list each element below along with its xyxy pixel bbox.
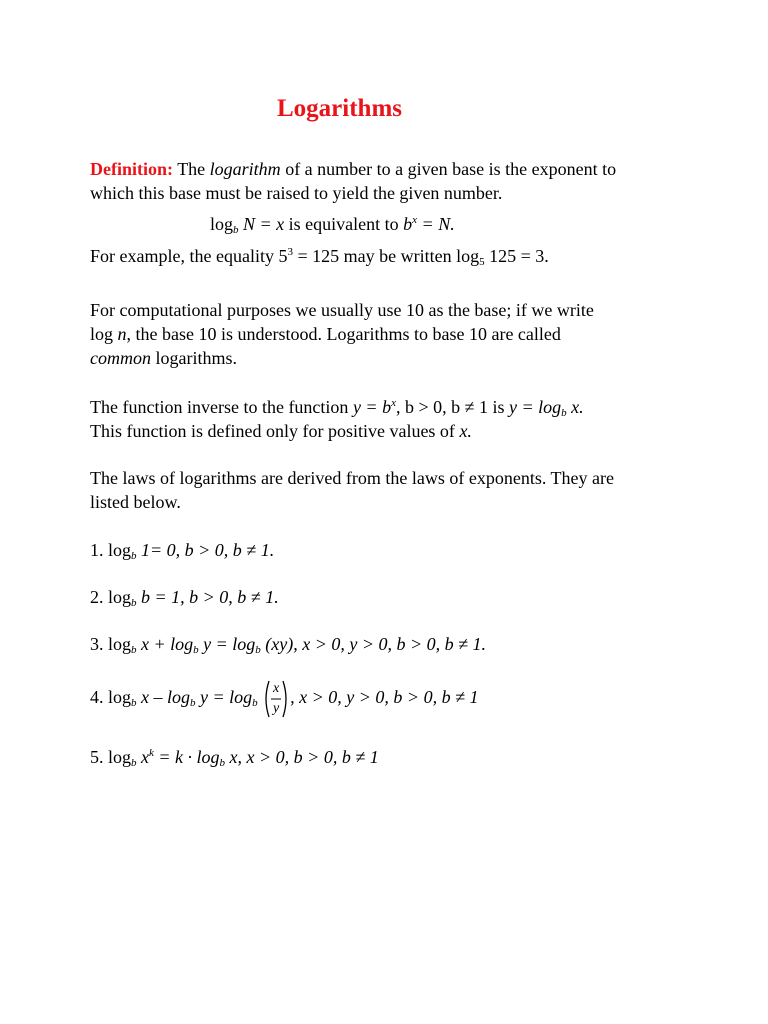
definition-line-1: Definition: The logarithm of a number to a given base is the exponent to: [90, 159, 617, 179]
definition-line-2: which this base must be raised to yield the given number.: [90, 183, 503, 203]
equivalence-line: $\log_b N = x$ is equivalent to $b^x = N$.: [210, 214, 455, 236]
definition-paragraph: [90, 157, 677, 205]
law-5: 5. $\log_b x^k = k \cdot \log_b x$, x > 0, b > 0, b ≠ 1: [90, 747, 379, 769]
laws-intro-line-2: listed below.: [90, 492, 181, 512]
fraction-denominator: y: [273, 701, 280, 716]
example-line: For example, the equality $5^3 = 125$ may be written $\log_5 125 = 3$.: [90, 246, 549, 268]
logarithm-term: logarithm: [209, 159, 281, 179]
computational-line-2: log n, the base 10 is understood. Logarithms to base 10 are called: [90, 324, 561, 344]
computational-paragraph: [90, 298, 677, 370]
inverse-paragraph: [90, 395, 677, 443]
fraction-x-over-y: [263, 677, 289, 721]
inverse-line-1: The function inverse to the function $y = b^x$, b > 0, b ≠ 1 is $y = \log_b x$.: [90, 397, 584, 419]
computational-line-3: common logarithms.: [90, 348, 237, 368]
law-1: 1. $\log_b 1= 0$, b > 0, b ≠ 1.: [90, 540, 275, 562]
page-title: Logarithms: [277, 95, 402, 122]
computational-line-1: For computational purposes we usually use 10 as the base; if we write: [90, 300, 594, 320]
law-2: 2. $\log_b b = 1$, b > 0, b ≠ 1.: [90, 587, 279, 609]
inverse-line-2: This function is defined only for positive values of x.: [90, 421, 472, 441]
law-3: 3. $\log_b x + \log_b y = \log_b (xy)$, x > 0, y > 0, b > 0, b ≠ 1.: [90, 634, 487, 656]
definition-label: Definition:: [90, 159, 173, 179]
fraction-numerator: x: [273, 681, 280, 696]
law-4: 4. $\log_b x - \log_b y = \log_b$ x y , x > 0, y > 0, b > 0, b ≠ 1: [90, 677, 478, 721]
laws-intro-line-1: The laws of logarithms are derived from the laws of exponents. They are: [90, 468, 614, 488]
laws-intro-paragraph: [90, 466, 677, 514]
